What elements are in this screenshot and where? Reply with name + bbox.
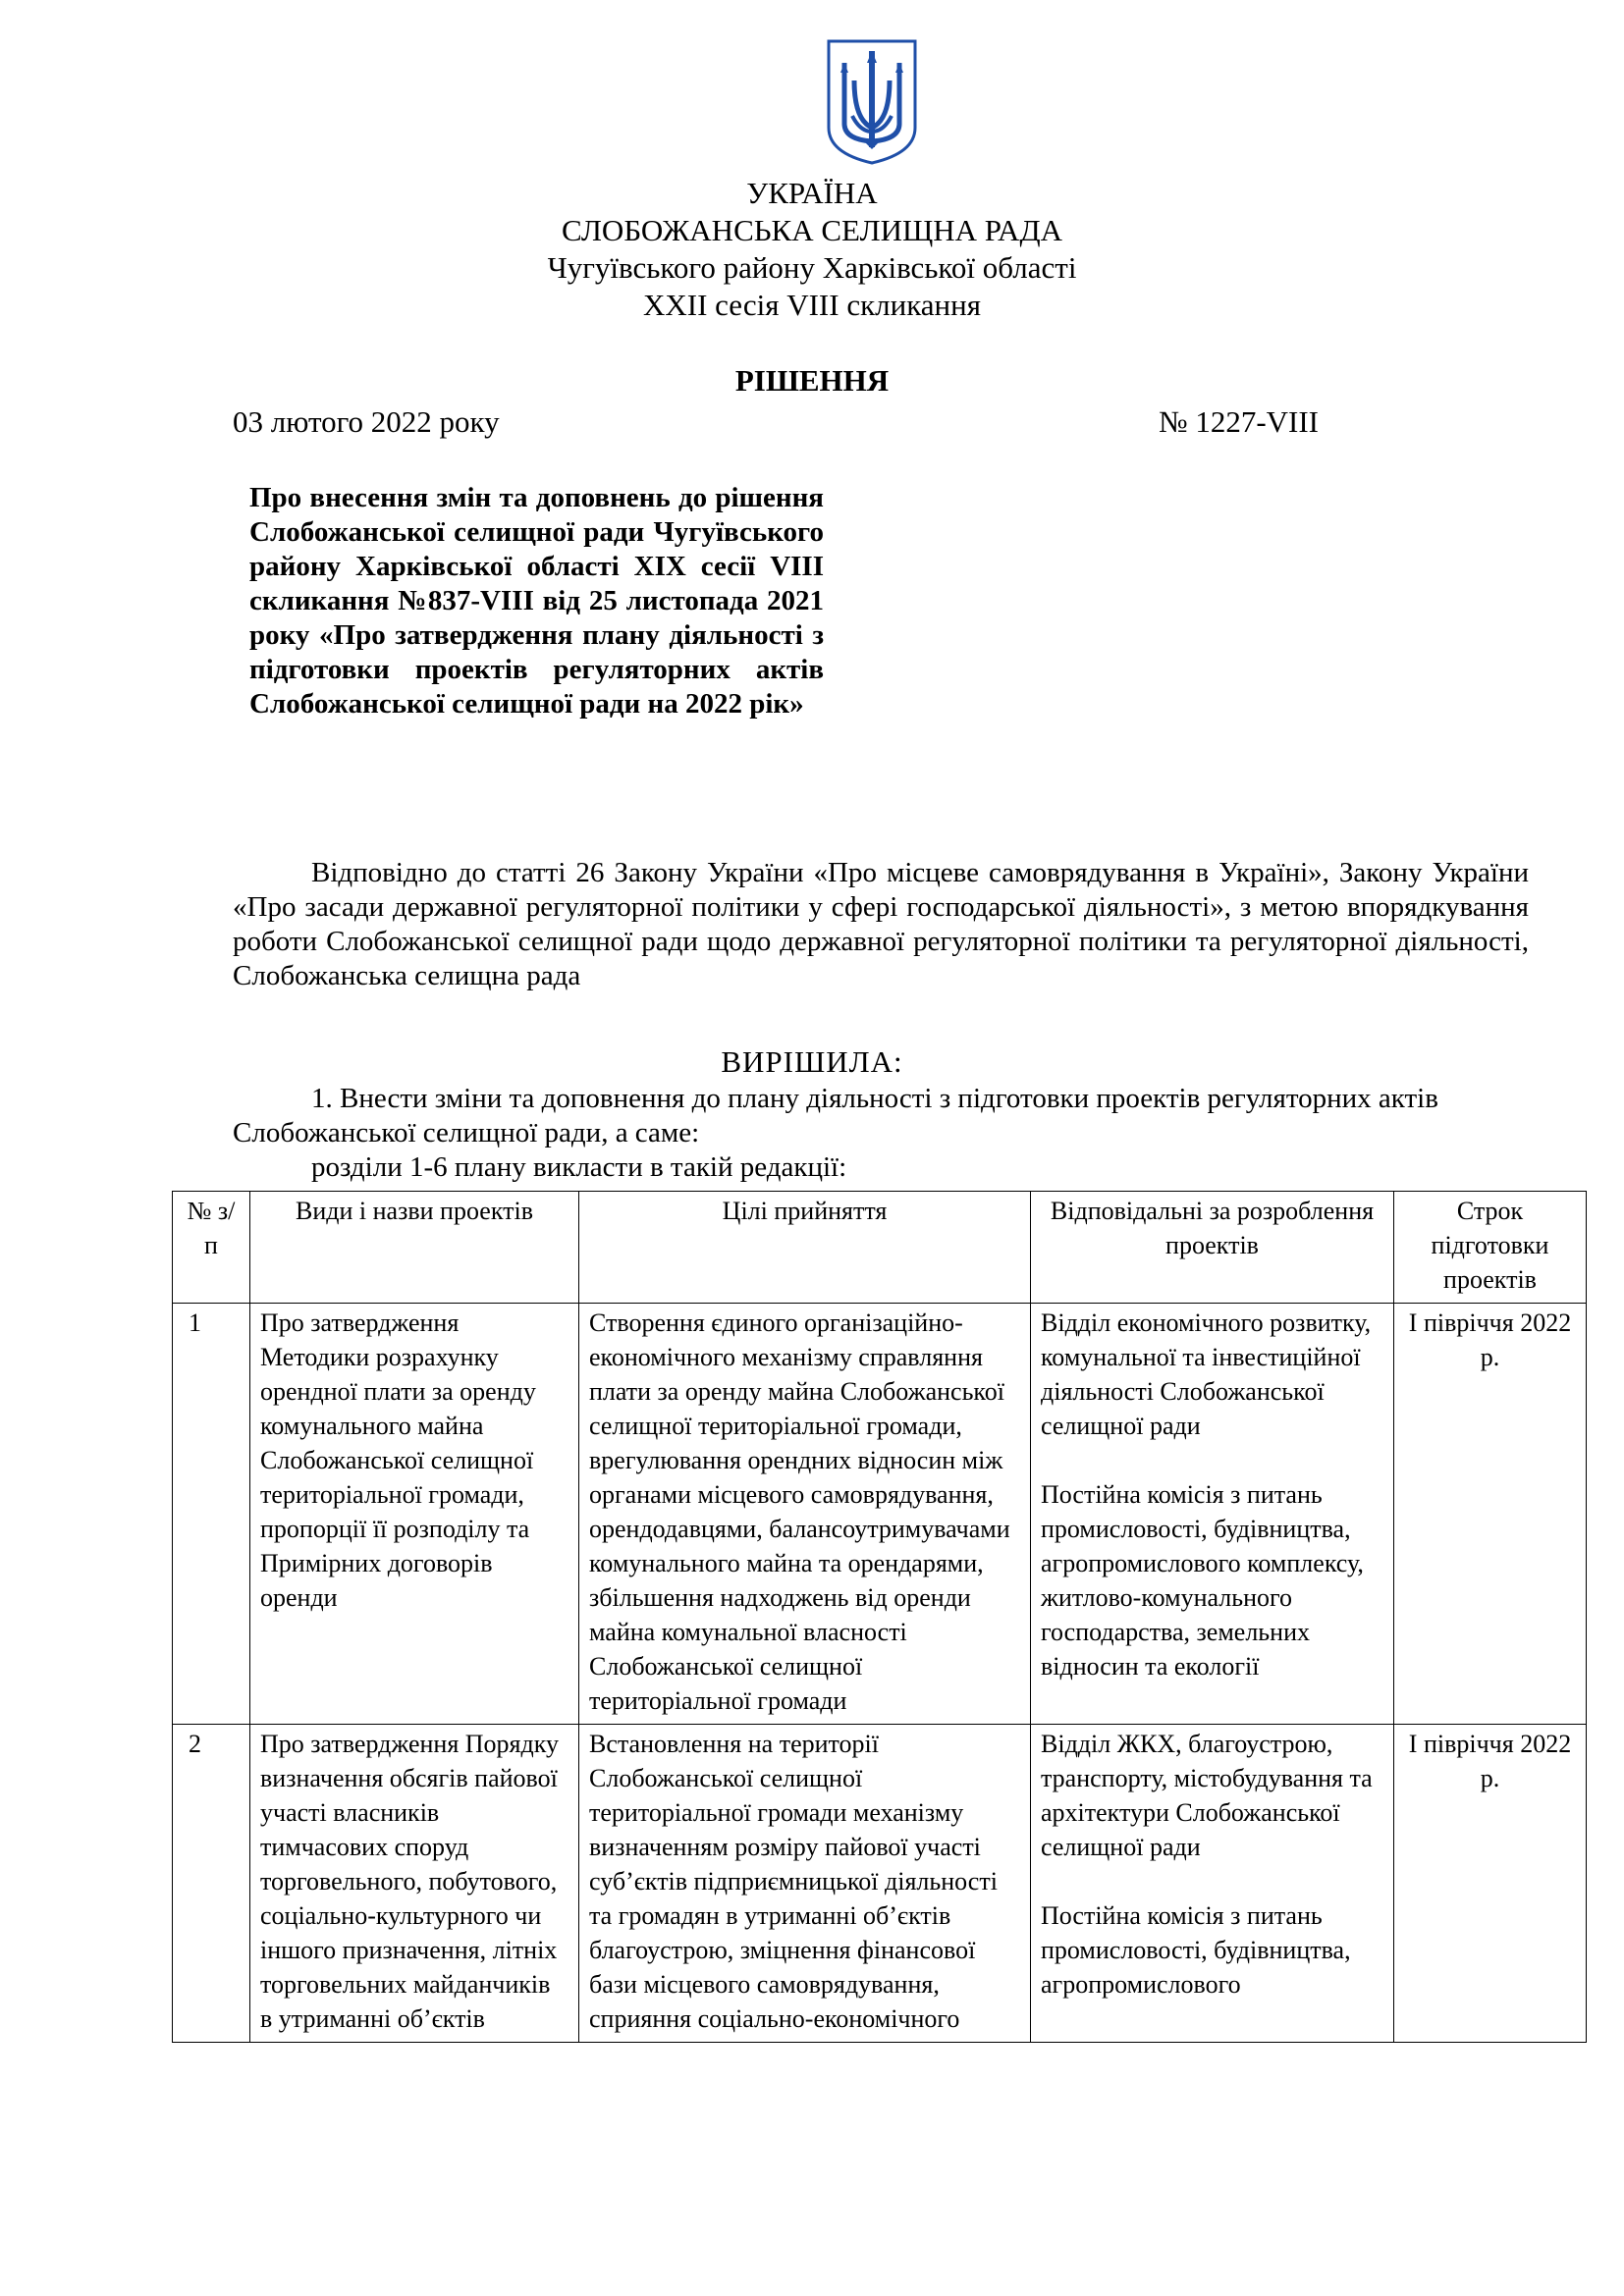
header-district: Чугуївського району Харківської області	[547, 250, 1077, 285]
project-goal: Встановлення на території Слобожанської селищної територіальної громади механізму визначенням розміру пайової участі суб’єктів підприємницької діяльності та громадян в утриманні об’єктів благоустрою, зміцнення фінансової бази місцевого самоврядування, сприяння соціально-економічного	[579, 1725, 1031, 2043]
decision-number: № 1227-VIII	[1159, 404, 1320, 439]
responsible-commission: Постійна комісія з питань промисловості, будівництва, агропромислового комплексу, житлово-комунального господарства, земельних відносин та екології	[1041, 1480, 1364, 1681]
responsible-department: Відділ економічного розвитку, комунальної та інвестиційної діяльності Слобожанської селищної ради	[1041, 1308, 1372, 1440]
column-header-projects: Види і назви проектів	[250, 1192, 579, 1304]
table-row	[173, 1725, 1587, 2043]
column-header-num: № з/п	[173, 1192, 250, 1304]
project-goal: Створення єдиного організаційно-економічного механізму справляння плати за оренду майна Слобожанської селищної територіальної громади, врегулювання орендних відносин між органами місцевого самоврядування, орендодавцями, балансоутримувачами комунального майна та орендарями, збільшення надходжень від оренди майна комунальної власності Слобожанської селищної територіальної громади	[579, 1304, 1031, 1725]
header-council: СЛОБОЖАНСЬКА СЕЛИЩНА РАДА	[562, 213, 1062, 247]
sections-note: розділи 1-6 плану викласти в такій редакції:	[311, 1151, 847, 1183]
table-row	[173, 1304, 1587, 1725]
responsible-cell	[1031, 1725, 1394, 2043]
resolved-heading: ВИРІШИЛА:	[721, 1044, 903, 1079]
decision-date: 03 лютого 2022 року	[233, 404, 500, 439]
decision-subject: Про внесення змін та доповнень до рішення Слобожанської селищної ради Чугуївського району Харківської області XIX сесії VIII скликання №837-VIII від 25 листопада 2021 року «Про затвердження плану діяльності з підготовки проектів регуляторних актів Слобожанської селищної ради на 2022 рік»	[249, 482, 824, 720]
row-number: 1	[173, 1304, 250, 1725]
resolution-item-1: 1. Внести зміни та доповнення до плану діяльності з підготовки проектів регуляторних актів Слобожанської селищної ради, а саме:	[233, 1083, 1438, 1148]
coat-of-arms-icon	[823, 37, 921, 167]
table-header-row	[173, 1192, 1587, 1304]
plan-table	[172, 1191, 1587, 2043]
responsible-cell	[1031, 1304, 1394, 1725]
responsible-commission: Постійна комісія з питань промисловості, будівництва, агропромислового	[1041, 1901, 1351, 1999]
column-header-term: Строк підготовки проектів	[1394, 1192, 1587, 1304]
preparation-term: І півріччя 2022 р.	[1394, 1304, 1587, 1725]
column-header-responsible: Відповідальні за розроблення проектів	[1031, 1192, 1394, 1304]
header-session: XXII сесія VIII скликання	[643, 288, 981, 322]
column-header-goals: Цілі прийняття	[579, 1192, 1031, 1304]
project-name: Про затвердження Методики розрахунку орендної плати за оренду комунального майна Слобожанської селищної територіальної громади, пропорції її розподілу та Примірних договорів оренди	[250, 1304, 579, 1725]
decision-title: РІШЕННЯ	[734, 363, 890, 398]
row-number: 2	[173, 1725, 250, 2043]
preamble-paragraph: Відповідно до статті 26 Закону України «Про місцеве самоврядування в Україні», Закону України «Про засади державної регуляторної політики у сфері господарської діяльності», з метою впорядкування роботи Слобожанської селищної ради щодо державної регуляторної політики та регуляторної діяльності, Слобожанська селищна рада	[233, 857, 1529, 991]
header-country: УКРАЇНА	[746, 176, 878, 210]
preparation-term: І півріччя 2022 р.	[1394, 1725, 1587, 2043]
project-name: Про затвердження Порядку визначення обсягів пайової участі власників тимчасових споруд торговельного, побутового, соціально-культурного чи іншого призначення, літніх торговельних майданчиків в утриманні об’єктів	[250, 1725, 579, 2043]
responsible-department: Відділ ЖКХ, благоустрою, транспорту, містобудування та архітектури Слобожанської селищної ради	[1041, 1730, 1373, 1861]
